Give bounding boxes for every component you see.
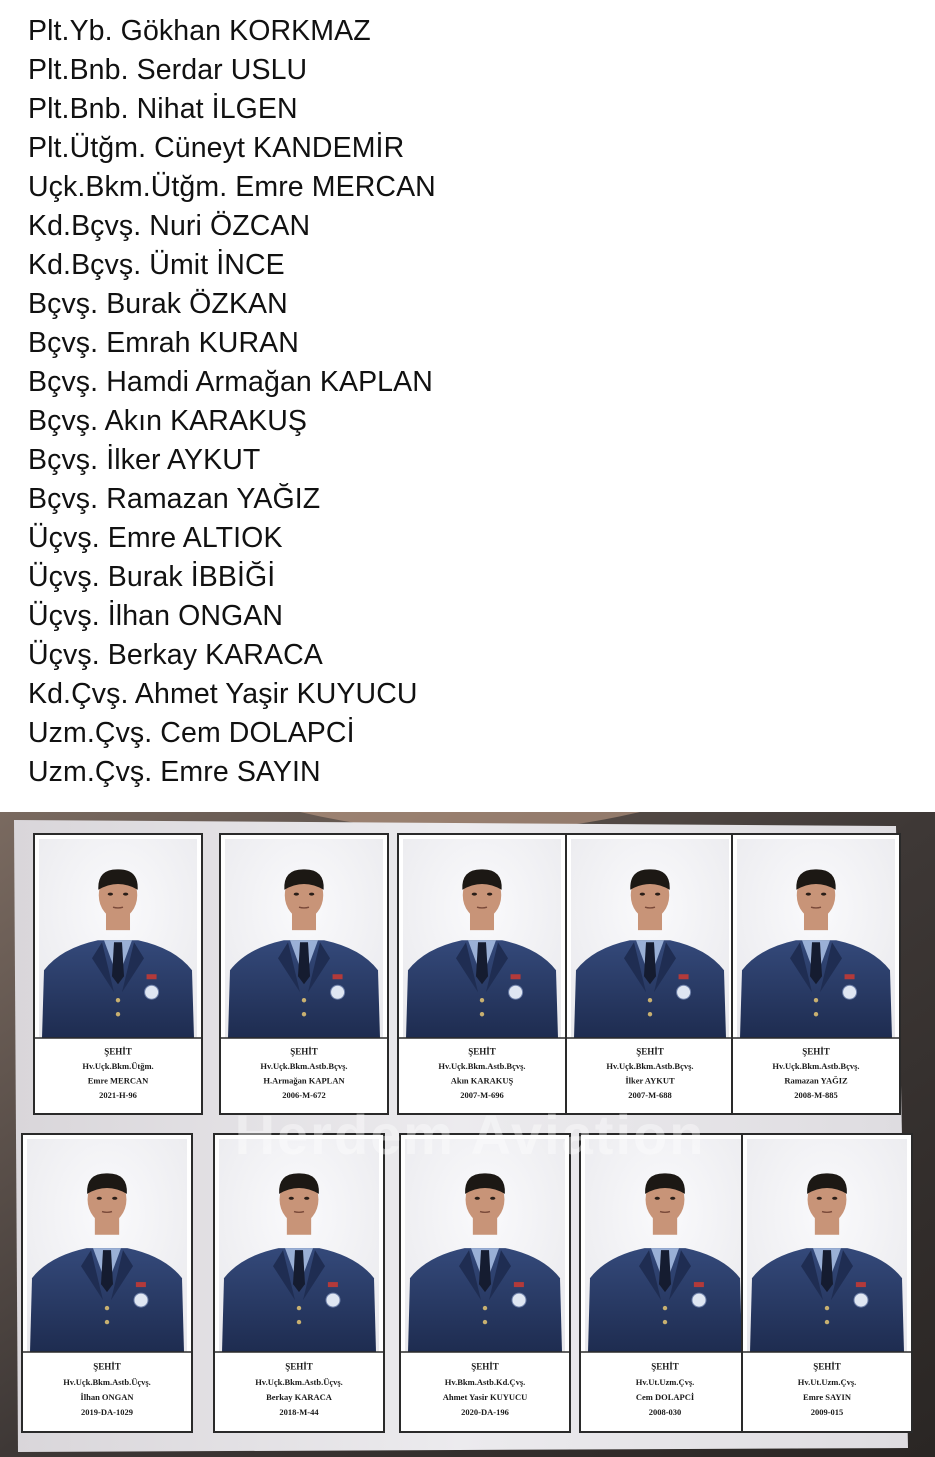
jacket-button [825, 1320, 829, 1324]
portrait-card [742, 1134, 912, 1432]
jacket-button [663, 1306, 667, 1310]
eye-right [490, 1197, 495, 1200]
caption-name: H.Armağan KAPLAN [263, 1075, 345, 1086]
eye-right [487, 893, 492, 896]
ribbon [136, 1282, 146, 1287]
jacket-button [297, 1306, 301, 1310]
eye-left [294, 893, 299, 896]
caption-title: ŞEHİT [802, 1046, 830, 1057]
ribbon [511, 974, 521, 979]
jacket-button [825, 1306, 829, 1310]
name-line: Plt.Bnb. Nihat İLGEN [28, 93, 298, 125]
caption-rank: Hv.Uçk.Bkm.Astb.Üçvş. [63, 1376, 151, 1387]
mouth [811, 907, 821, 908]
caption-rank: Hv.Uçk.Bkm.Astb.Bçvş. [772, 1061, 860, 1072]
tie [112, 942, 124, 984]
portrait-card [220, 834, 388, 1114]
name-line: Üçvş. Emre ALTIOK [28, 522, 283, 554]
tie [821, 1250, 833, 1292]
portrait-card [398, 834, 566, 1114]
tie [479, 1250, 491, 1292]
wing-badge [677, 985, 691, 999]
wing-badge [843, 985, 857, 999]
caption-rank: Hv.Uçk.Bkm.Astb.Üçvş. [255, 1376, 343, 1387]
jacket-button [814, 1012, 818, 1016]
eye-left [655, 1197, 660, 1200]
eye-right [123, 893, 128, 896]
mouth [102, 1212, 112, 1213]
name-line: Üçvş. Berkay KARACA [28, 639, 323, 671]
jacket-button [483, 1320, 487, 1324]
name-line: Bçvş. Burak ÖZKAN [28, 288, 288, 320]
tie [101, 1250, 113, 1292]
jacket-button [814, 998, 818, 1002]
jacket-button [302, 1012, 306, 1016]
eye-left [108, 893, 113, 896]
caption-title: ŞEHİT [104, 1046, 132, 1057]
name-line: Kd.Çvş. Ahmet Yaşir KUYUCU [28, 678, 418, 710]
ribbon [147, 974, 157, 979]
caption-number: 2007-M-688 [628, 1090, 672, 1101]
caption-title: ŞEHİT [636, 1046, 664, 1057]
name-line: Bçvş. İlker AYKUT [28, 444, 261, 476]
mouth [113, 907, 123, 908]
portrait-card [732, 834, 900, 1114]
wing-badge [326, 1293, 340, 1307]
wing-badge [145, 985, 159, 999]
ribbon [856, 1282, 866, 1287]
ribbon [845, 974, 855, 979]
caption-rank: Hv.Ut.Uzm.Çvş. [635, 1376, 695, 1387]
name-line: Bçvş. Akın KARAKUŞ [28, 405, 307, 437]
name-line: Bçvş. Hamdi Armağan KAPLAN [28, 366, 433, 398]
name-line: Uzm.Çvş. Emre SAYIN [28, 756, 321, 788]
ribbon [328, 1282, 338, 1287]
ribbon [333, 974, 343, 979]
eye-left [806, 893, 811, 896]
jacket-button [663, 1320, 667, 1324]
caption-rank: Hv.Uçk.Bkm.Astb.Bçvş. [438, 1061, 526, 1072]
name-line: Kd.Bçvş. Ümit İNCE [28, 249, 285, 281]
wing-badge [692, 1293, 706, 1307]
caption-number: 2006-M-672 [282, 1090, 326, 1101]
caption-number: 2018-M-44 [279, 1407, 319, 1418]
mouth [645, 907, 655, 908]
caption-number: 2019-DA-1029 [81, 1407, 133, 1418]
jacket-button [302, 998, 306, 1002]
tie [476, 942, 488, 984]
jacket-button [648, 998, 652, 1002]
tie [659, 1250, 671, 1292]
caption-title: ŞEHİT [285, 1361, 313, 1372]
jacket-button [116, 998, 120, 1002]
tie [293, 1250, 305, 1292]
name-line: Bçvş. Emrah KURAN [28, 327, 299, 359]
caption-rank: Hv.Uçk.Bkm.Astb.Bçvş. [606, 1061, 694, 1072]
jacket-button [480, 998, 484, 1002]
caption-number: 2008-030 [648, 1407, 682, 1418]
name-line: Kd.Bçvş. Nuri ÖZCAN [28, 210, 311, 242]
caption-number: 2008-M-885 [794, 1090, 838, 1101]
eye-right [821, 893, 826, 896]
eye-left [289, 1197, 294, 1200]
caption-name: Emre SAYIN [803, 1392, 851, 1402]
eye-left [97, 1197, 102, 1200]
wing-badge [509, 985, 523, 999]
caption-number: 2021-H-96 [99, 1090, 137, 1101]
caption-title: ŞEHİT [471, 1361, 499, 1372]
name-line: Üçvş. Burak İBBİĞİ [28, 561, 276, 593]
caption-rank: Hv.Uçk.Bkm.Astb.Bçvş. [260, 1061, 348, 1072]
memorial-sheet-image [0, 812, 935, 1457]
jacket-button [105, 1320, 109, 1324]
caption-rank: Hv.Ut.Uzm.Çvş. [797, 1376, 857, 1387]
eye-right [670, 1197, 675, 1200]
portrait-card [400, 1134, 570, 1432]
caption-title: ŞEHİT [651, 1361, 679, 1372]
mouth [822, 1212, 832, 1213]
caption-number: 2020-DA-196 [461, 1407, 509, 1418]
mouth [480, 1212, 490, 1213]
name-line: Plt.Yb. Gökhan KORKMAZ [28, 15, 371, 47]
eye-left [817, 1197, 822, 1200]
ribbon [679, 974, 689, 979]
ribbon [514, 1282, 524, 1287]
caption-name: İlker AYKUT [625, 1075, 675, 1086]
caption-title: ŞEHİT [468, 1046, 496, 1057]
caption-title: ŞEHİT [290, 1046, 318, 1057]
name-line: Plt.Ütğm. Cüneyt KANDEMİR [28, 132, 405, 164]
jacket-button [648, 1012, 652, 1016]
jacket-button [116, 1012, 120, 1016]
caption-name: Ramazan YAĞIZ [784, 1075, 848, 1086]
portrait-card [566, 834, 734, 1114]
mouth [660, 1212, 670, 1213]
jacket-button [483, 1306, 487, 1310]
eye-left [640, 893, 645, 896]
mouth [294, 1212, 304, 1213]
wing-badge [854, 1293, 868, 1307]
jacket-button [105, 1306, 109, 1310]
caption-name: İlhan ONGAN [80, 1392, 134, 1402]
name-line: Uçk.Bkm.Ütğm. Emre MERCAN [28, 171, 436, 203]
caption-number: 2007-M-696 [460, 1090, 504, 1101]
wing-badge [331, 985, 345, 999]
caption-name: Akın KARAKUŞ [450, 1075, 514, 1086]
portrait-card [580, 1134, 750, 1432]
memorial-photo [0, 812, 935, 1457]
name-line: Üçvş. İlhan ONGAN [28, 600, 284, 632]
caption-name: Berkay KARACA [266, 1392, 332, 1402]
mouth [299, 907, 309, 908]
tie [810, 942, 822, 984]
caption-name: Cem DOLAPCİ [635, 1392, 695, 1402]
wing-badge [512, 1293, 526, 1307]
eye-right [304, 1197, 309, 1200]
eye-right [832, 1197, 837, 1200]
mouth [477, 907, 487, 908]
caption-name: Ahmet Yasir KUYUCU [442, 1392, 528, 1402]
caption-rank: Hv.Uçk.Bkm.Ütğm. [82, 1061, 154, 1072]
caption-number: 2009-015 [810, 1407, 844, 1418]
tie [298, 942, 310, 984]
caption-title: ŞEHİT [813, 1361, 841, 1372]
portrait-card [214, 1134, 384, 1432]
wing-badge [134, 1293, 148, 1307]
caption-rank: Hv.Bkm.Astb.Kd.Çvş. [444, 1376, 526, 1387]
eye-left [475, 1197, 480, 1200]
caption-title: ŞEHİT [93, 1361, 121, 1372]
name-line: Plt.Bnb. Serdar USLU [28, 54, 308, 86]
portrait-card [34, 834, 202, 1114]
eye-right [655, 893, 660, 896]
portrait-card [22, 1134, 192, 1432]
ribbon [694, 1282, 704, 1287]
jacket-button [480, 1012, 484, 1016]
caption-name: Emre MERCAN [87, 1075, 149, 1086]
eye-left [472, 893, 477, 896]
jacket-button [297, 1320, 301, 1324]
eye-right [112, 1197, 117, 1200]
name-line: Uzm.Çvş. Cem DOLAPCİ [28, 717, 355, 749]
name-line: Bçvş. Ramazan YAĞIZ [28, 483, 321, 515]
eye-right [309, 893, 314, 896]
watermark-text: Herdem Aviation [234, 1103, 706, 1166]
tie [644, 942, 656, 984]
